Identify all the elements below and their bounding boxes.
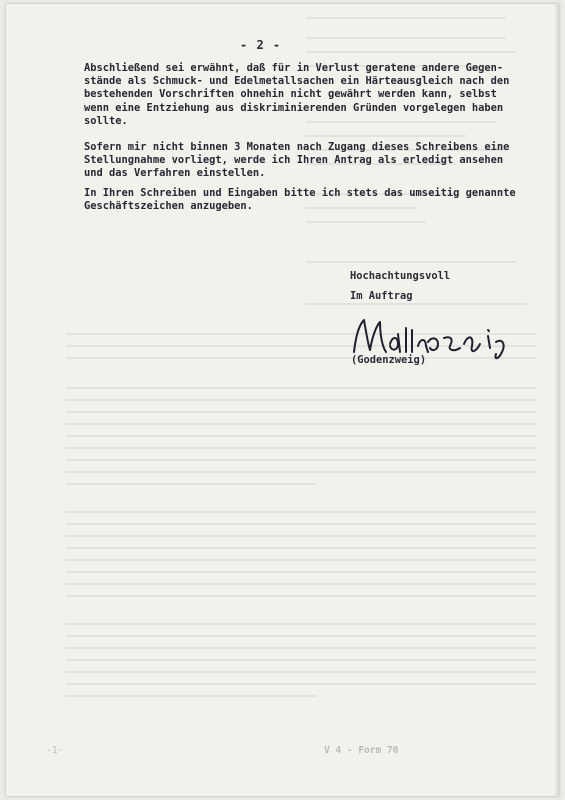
- signatory-name: (Godenzweig): [351, 354, 427, 366]
- letter-page: [6, 4, 559, 796]
- form-number: V 4 - Form 70: [324, 745, 399, 756]
- closing-greeting: Hochachtungsvoll: [350, 270, 451, 282]
- footer-mark: -1-: [46, 745, 64, 756]
- on-behalf-label: Im Auftrag: [350, 290, 413, 302]
- paragraph-deadline: Sofern mir nicht binnen 3 Monaten nach Zugang dieses Schreibens eine Stellungnahme vorliegt, werde ich Ihren Antrag als erledigt ansehen und das Verfahren einstellen.: [84, 141, 510, 180]
- paragraph-reference: In Ihren Schreiben und Eingaben bitte ich stets das umseitig genannte Geschäftszeichen anzugeben.: [84, 187, 516, 213]
- page-number: - 2 -: [240, 38, 282, 52]
- paragraph-hardship: Abschließend sei erwähnt, daß für in Verlust geratene andere Gegen- stände als Schmuck- und Edelmetallsachen ein Härteausgleich nach den bestehenden Vorschriften ohnehin nicht gewährt werden kann, selbst wenn eine Entziehung aus diskriminierenden Gründen vorgelegen haben sollte.: [84, 62, 510, 127]
- page-edge-shadow: [554, 4, 559, 796]
